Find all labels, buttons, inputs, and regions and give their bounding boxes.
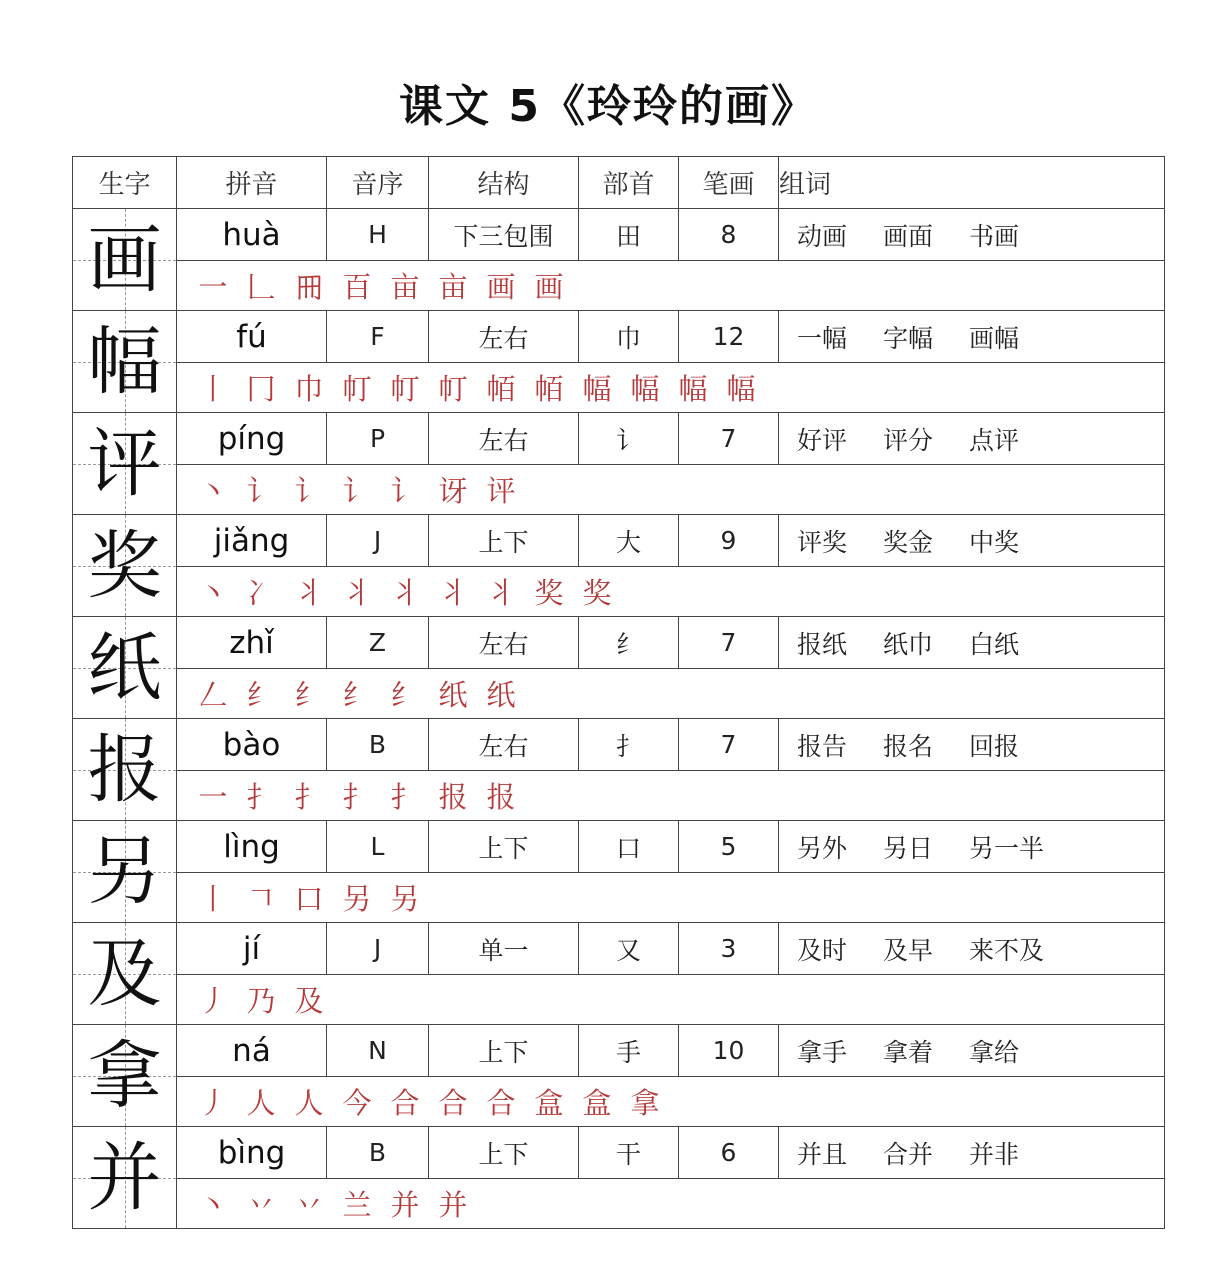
- stroke-count-cell: 9: [679, 515, 779, 567]
- big-character-cell: [73, 923, 177, 1025]
- char-info-row: [73, 515, 1165, 567]
- radical-cell: 口: [579, 821, 679, 873]
- stroke-count-cell: 10: [679, 1025, 779, 1077]
- stroke-step: 纟: [246, 678, 276, 712]
- pinyin-cell: píng: [177, 413, 327, 465]
- stroke-order-cell: [177, 669, 1165, 719]
- stroke-step: 讠: [390, 474, 420, 508]
- stroke-step: 画: [486, 270, 516, 304]
- header-pinyin: 拼音: [177, 157, 327, 209]
- stroke-step: 一: [198, 780, 228, 814]
- word-item: 拿给: [969, 1037, 1020, 1067]
- stroke-step: 丬: [294, 576, 324, 610]
- word-item: 报告: [797, 731, 848, 761]
- word-item: 中奖: [969, 527, 1020, 557]
- stroke-step: 幅: [582, 372, 612, 406]
- char-info-row: [73, 923, 1165, 975]
- structure-cell: 左右: [429, 719, 579, 771]
- char-info-row: [73, 719, 1165, 771]
- stroke-step: 帞: [534, 372, 564, 406]
- header-structure: 结构: [429, 157, 579, 209]
- big-character-cell: [73, 821, 177, 923]
- stroke-step: 盒: [582, 1086, 612, 1120]
- radical-cell: 讠: [579, 413, 679, 465]
- stroke-step: 扌: [294, 780, 324, 814]
- order-cell: J: [327, 923, 429, 975]
- structure-cell: 上下: [429, 821, 579, 873]
- word-item: 点评: [969, 425, 1020, 455]
- words-cell: [779, 209, 1165, 261]
- words-cell: [779, 311, 1165, 363]
- stroke-step: 巾: [294, 372, 324, 406]
- pinyin-cell: bìng: [177, 1127, 327, 1179]
- radical-cell: 田: [579, 209, 679, 261]
- order-cell: N: [327, 1025, 429, 1077]
- pinyin-cell: bào: [177, 719, 327, 771]
- stroke-step: 乃: [246, 984, 276, 1018]
- stroke-order-cell: [177, 771, 1165, 821]
- structure-cell: 左右: [429, 617, 579, 669]
- order-cell: F: [327, 311, 429, 363]
- stroke-step: 合: [390, 1086, 420, 1120]
- stroke-step: 扌: [342, 780, 372, 814]
- big-character: 及: [87, 930, 162, 1017]
- stroke-order-row: [73, 669, 1165, 719]
- pinyin-cell: ná: [177, 1025, 327, 1077]
- big-character-cell: [73, 617, 177, 719]
- stroke-step: 兰: [342, 1188, 372, 1222]
- stroke-step: 纟: [390, 678, 420, 712]
- stroke-count-cell: 12: [679, 311, 779, 363]
- stroke-step: 报: [438, 780, 468, 814]
- word-item: 回报: [969, 731, 1020, 761]
- big-character: 拿: [87, 1032, 162, 1119]
- stroke-step: 评: [486, 474, 516, 508]
- big-character: 并: [87, 1134, 162, 1221]
- word-item: 另外: [797, 833, 848, 863]
- stroke-step: 奖: [534, 576, 564, 610]
- stroke-order-row: [73, 261, 1165, 311]
- radical-cell: 大: [579, 515, 679, 567]
- stroke-step: 拿: [630, 1086, 660, 1120]
- stroke-step: 丿: [198, 984, 228, 1018]
- big-character-cell: [73, 311, 177, 413]
- word-item: 并且: [797, 1139, 848, 1169]
- word-item: 画幅: [969, 323, 1020, 353]
- stroke-count-cell: 7: [679, 719, 779, 771]
- stroke-step: 及: [294, 984, 324, 1018]
- big-character: 评: [87, 420, 162, 507]
- big-character-cell: [73, 413, 177, 515]
- stroke-step: 一: [198, 270, 228, 304]
- order-cell: P: [327, 413, 429, 465]
- radical-cell: 纟: [579, 617, 679, 669]
- radical-cell: 干: [579, 1127, 679, 1179]
- big-character: 幅: [87, 318, 162, 405]
- pinyin-cell: jiǎng: [177, 515, 327, 567]
- radical-cell: 巾: [579, 311, 679, 363]
- stroke-order-row: [73, 1179, 1165, 1229]
- stroke-step: 丬: [342, 576, 372, 610]
- char-info-row: [73, 1127, 1165, 1179]
- word-item: 画面: [883, 221, 934, 251]
- stroke-step: 百: [342, 270, 372, 304]
- word-item: 字幅: [883, 323, 934, 353]
- stroke-step: 并: [438, 1188, 468, 1222]
- word-item: 纸巾: [883, 629, 934, 659]
- char-info-row: [73, 209, 1165, 261]
- word-item: 及早: [883, 935, 934, 965]
- order-cell: H: [327, 209, 429, 261]
- stroke-step: 口: [294, 882, 324, 916]
- character-table: [72, 156, 1165, 1229]
- stroke-step: 合: [438, 1086, 468, 1120]
- big-character: 报: [87, 726, 162, 813]
- order-cell: Z: [327, 617, 429, 669]
- header-order: 音序: [327, 157, 429, 209]
- words-cell: [779, 515, 1165, 567]
- stroke-order-cell: [177, 1077, 1165, 1127]
- structure-cell: 上下: [429, 1025, 579, 1077]
- big-character-cell: [73, 1127, 177, 1229]
- stroke-step: 合: [486, 1086, 516, 1120]
- order-cell: L: [327, 821, 429, 873]
- words-cell: [779, 617, 1165, 669]
- stroke-step: 幅: [726, 372, 756, 406]
- stroke-order-cell: [177, 465, 1165, 515]
- radical-cell: 扌: [579, 719, 679, 771]
- stroke-step: 丷: [246, 1188, 276, 1222]
- stroke-step: 另: [342, 882, 372, 916]
- word-item: 好评: [797, 425, 848, 455]
- big-character-cell: [73, 719, 177, 821]
- stroke-step: 并: [390, 1188, 420, 1222]
- header-words: 组词: [779, 157, 1165, 209]
- stroke-step: 𠃋: [198, 678, 228, 712]
- structure-cell: 左右: [429, 311, 579, 363]
- word-item: 拿着: [883, 1037, 934, 1067]
- stroke-step: 报: [486, 780, 516, 814]
- stroke-step: 讠: [294, 474, 324, 508]
- stroke-order-row: [73, 771, 1165, 821]
- stroke-step: 亩: [390, 270, 420, 304]
- structure-cell: 下三包围: [429, 209, 579, 261]
- stroke-step: 纸: [486, 678, 516, 712]
- stroke-step: 𠃊: [246, 270, 276, 304]
- word-item: 另一半: [969, 833, 1045, 863]
- stroke-count-cell: 5: [679, 821, 779, 873]
- structure-cell: 上下: [429, 1127, 579, 1179]
- stroke-order-row: [73, 975, 1165, 1025]
- word-item: 书画: [969, 221, 1020, 251]
- order-cell: B: [327, 1127, 429, 1179]
- header-radical: 部首: [579, 157, 679, 209]
- structure-cell: 单一: [429, 923, 579, 975]
- words-cell: [779, 719, 1165, 771]
- stroke-count-cell: 6: [679, 1127, 779, 1179]
- stroke-step: 纸: [438, 678, 468, 712]
- word-item: 报纸: [797, 629, 848, 659]
- header-char: 生字: [73, 157, 177, 209]
- order-cell: J: [327, 515, 429, 567]
- stroke-order-row: [73, 567, 1165, 617]
- stroke-step: 帞: [486, 372, 516, 406]
- stroke-step: 帄: [342, 372, 372, 406]
- big-character: 奖: [87, 522, 162, 609]
- stroke-step: 纟: [294, 678, 324, 712]
- word-item: 合并: [883, 1139, 934, 1169]
- stroke-step: 𠃍: [246, 882, 276, 916]
- pinyin-cell: lìng: [177, 821, 327, 873]
- big-character: 画: [87, 216, 162, 303]
- word-item: 及时: [797, 935, 848, 965]
- big-character-cell: [73, 515, 177, 617]
- pinyin-cell: jí: [177, 923, 327, 975]
- big-character: 纸: [87, 624, 162, 711]
- word-item: 一幅: [797, 323, 848, 353]
- radical-cell: 手: [579, 1025, 679, 1077]
- char-info-row: [73, 413, 1165, 465]
- stroke-step: 人: [246, 1086, 276, 1120]
- stroke-step: 丶: [198, 576, 228, 610]
- stroke-step: 人: [294, 1086, 324, 1120]
- stroke-step: 盒: [534, 1086, 564, 1120]
- stroke-count-cell: 3: [679, 923, 779, 975]
- pinyin-cell: huà: [177, 209, 327, 261]
- stroke-step: 扌: [246, 780, 276, 814]
- stroke-step: 今: [342, 1086, 372, 1120]
- stroke-step: 纟: [342, 678, 372, 712]
- stroke-step: 另: [390, 882, 420, 916]
- radical-cell: 又: [579, 923, 679, 975]
- char-info-row: [73, 617, 1165, 669]
- stroke-order-row: [73, 363, 1165, 413]
- char-info-row: [73, 1025, 1165, 1077]
- stroke-step: 画: [534, 270, 564, 304]
- stroke-order-row: [73, 1077, 1165, 1127]
- word-item: 奖金: [883, 527, 934, 557]
- header-strokes: 笔画: [679, 157, 779, 209]
- big-character-cell: [73, 1025, 177, 1127]
- stroke-step: 帄: [390, 372, 420, 406]
- words-cell: [779, 821, 1165, 873]
- stroke-step: 讶: [438, 474, 468, 508]
- words-cell: [779, 1025, 1165, 1077]
- stroke-step: 丷: [294, 1188, 324, 1222]
- stroke-step: 丶: [198, 474, 228, 508]
- char-info-row: [73, 311, 1165, 363]
- pinyin-cell: zhǐ: [177, 617, 327, 669]
- stroke-step: 丬: [390, 576, 420, 610]
- stroke-step: 丿: [198, 1086, 228, 1120]
- stroke-step: 讠: [246, 474, 276, 508]
- stroke-order-row: [73, 873, 1165, 923]
- words-cell: [779, 923, 1165, 975]
- word-item: 报名: [883, 731, 934, 761]
- stroke-step: 扌: [390, 780, 420, 814]
- page-title: 课文 5《玲玲的画》: [399, 81, 817, 132]
- stroke-step: 𠕁: [294, 270, 324, 304]
- header-row: [73, 157, 1165, 209]
- big-character: 另: [87, 828, 162, 915]
- stroke-order-cell: [177, 363, 1165, 413]
- word-item: 动画: [797, 221, 848, 251]
- stroke-order-cell: [177, 567, 1165, 617]
- stroke-step: 讠: [342, 474, 372, 508]
- structure-cell: 上下: [429, 515, 579, 567]
- stroke-step: 奖: [582, 576, 612, 610]
- word-item: 另日: [883, 833, 934, 863]
- stroke-step: 丨: [198, 882, 228, 916]
- structure-cell: 左右: [429, 413, 579, 465]
- stroke-step: 冫: [246, 576, 276, 610]
- word-item: 评分: [883, 425, 934, 455]
- stroke-step: 丬: [438, 576, 468, 610]
- stroke-step: 幅: [678, 372, 708, 406]
- word-item: 白纸: [969, 629, 1020, 659]
- word-item: 来不及: [969, 935, 1045, 965]
- stroke-count-cell: 8: [679, 209, 779, 261]
- stroke-count-cell: 7: [679, 413, 779, 465]
- stroke-step: 丶: [198, 1188, 228, 1222]
- word-item: 评奖: [797, 527, 848, 557]
- stroke-order-cell: [177, 975, 1165, 1025]
- pinyin-cell: fú: [177, 311, 327, 363]
- stroke-order-cell: [177, 1179, 1165, 1229]
- words-cell: [779, 1127, 1165, 1179]
- words-cell: [779, 413, 1165, 465]
- big-character-cell: [73, 209, 177, 311]
- stroke-order-cell: [177, 873, 1165, 923]
- stroke-order-cell: [177, 261, 1165, 311]
- stroke-step: 帄: [438, 372, 468, 406]
- word-item: 并非: [969, 1139, 1020, 1169]
- stroke-step: 幅: [630, 372, 660, 406]
- stroke-step: 丨: [198, 372, 228, 406]
- char-info-row: [73, 821, 1165, 873]
- stroke-step: 丬: [486, 576, 516, 610]
- stroke-count-cell: 7: [679, 617, 779, 669]
- word-item: 拿手: [797, 1037, 848, 1067]
- order-cell: B: [327, 719, 429, 771]
- stroke-order-row: [73, 465, 1165, 515]
- stroke-step: 冂: [246, 372, 276, 406]
- stroke-step: 亩: [438, 270, 468, 304]
